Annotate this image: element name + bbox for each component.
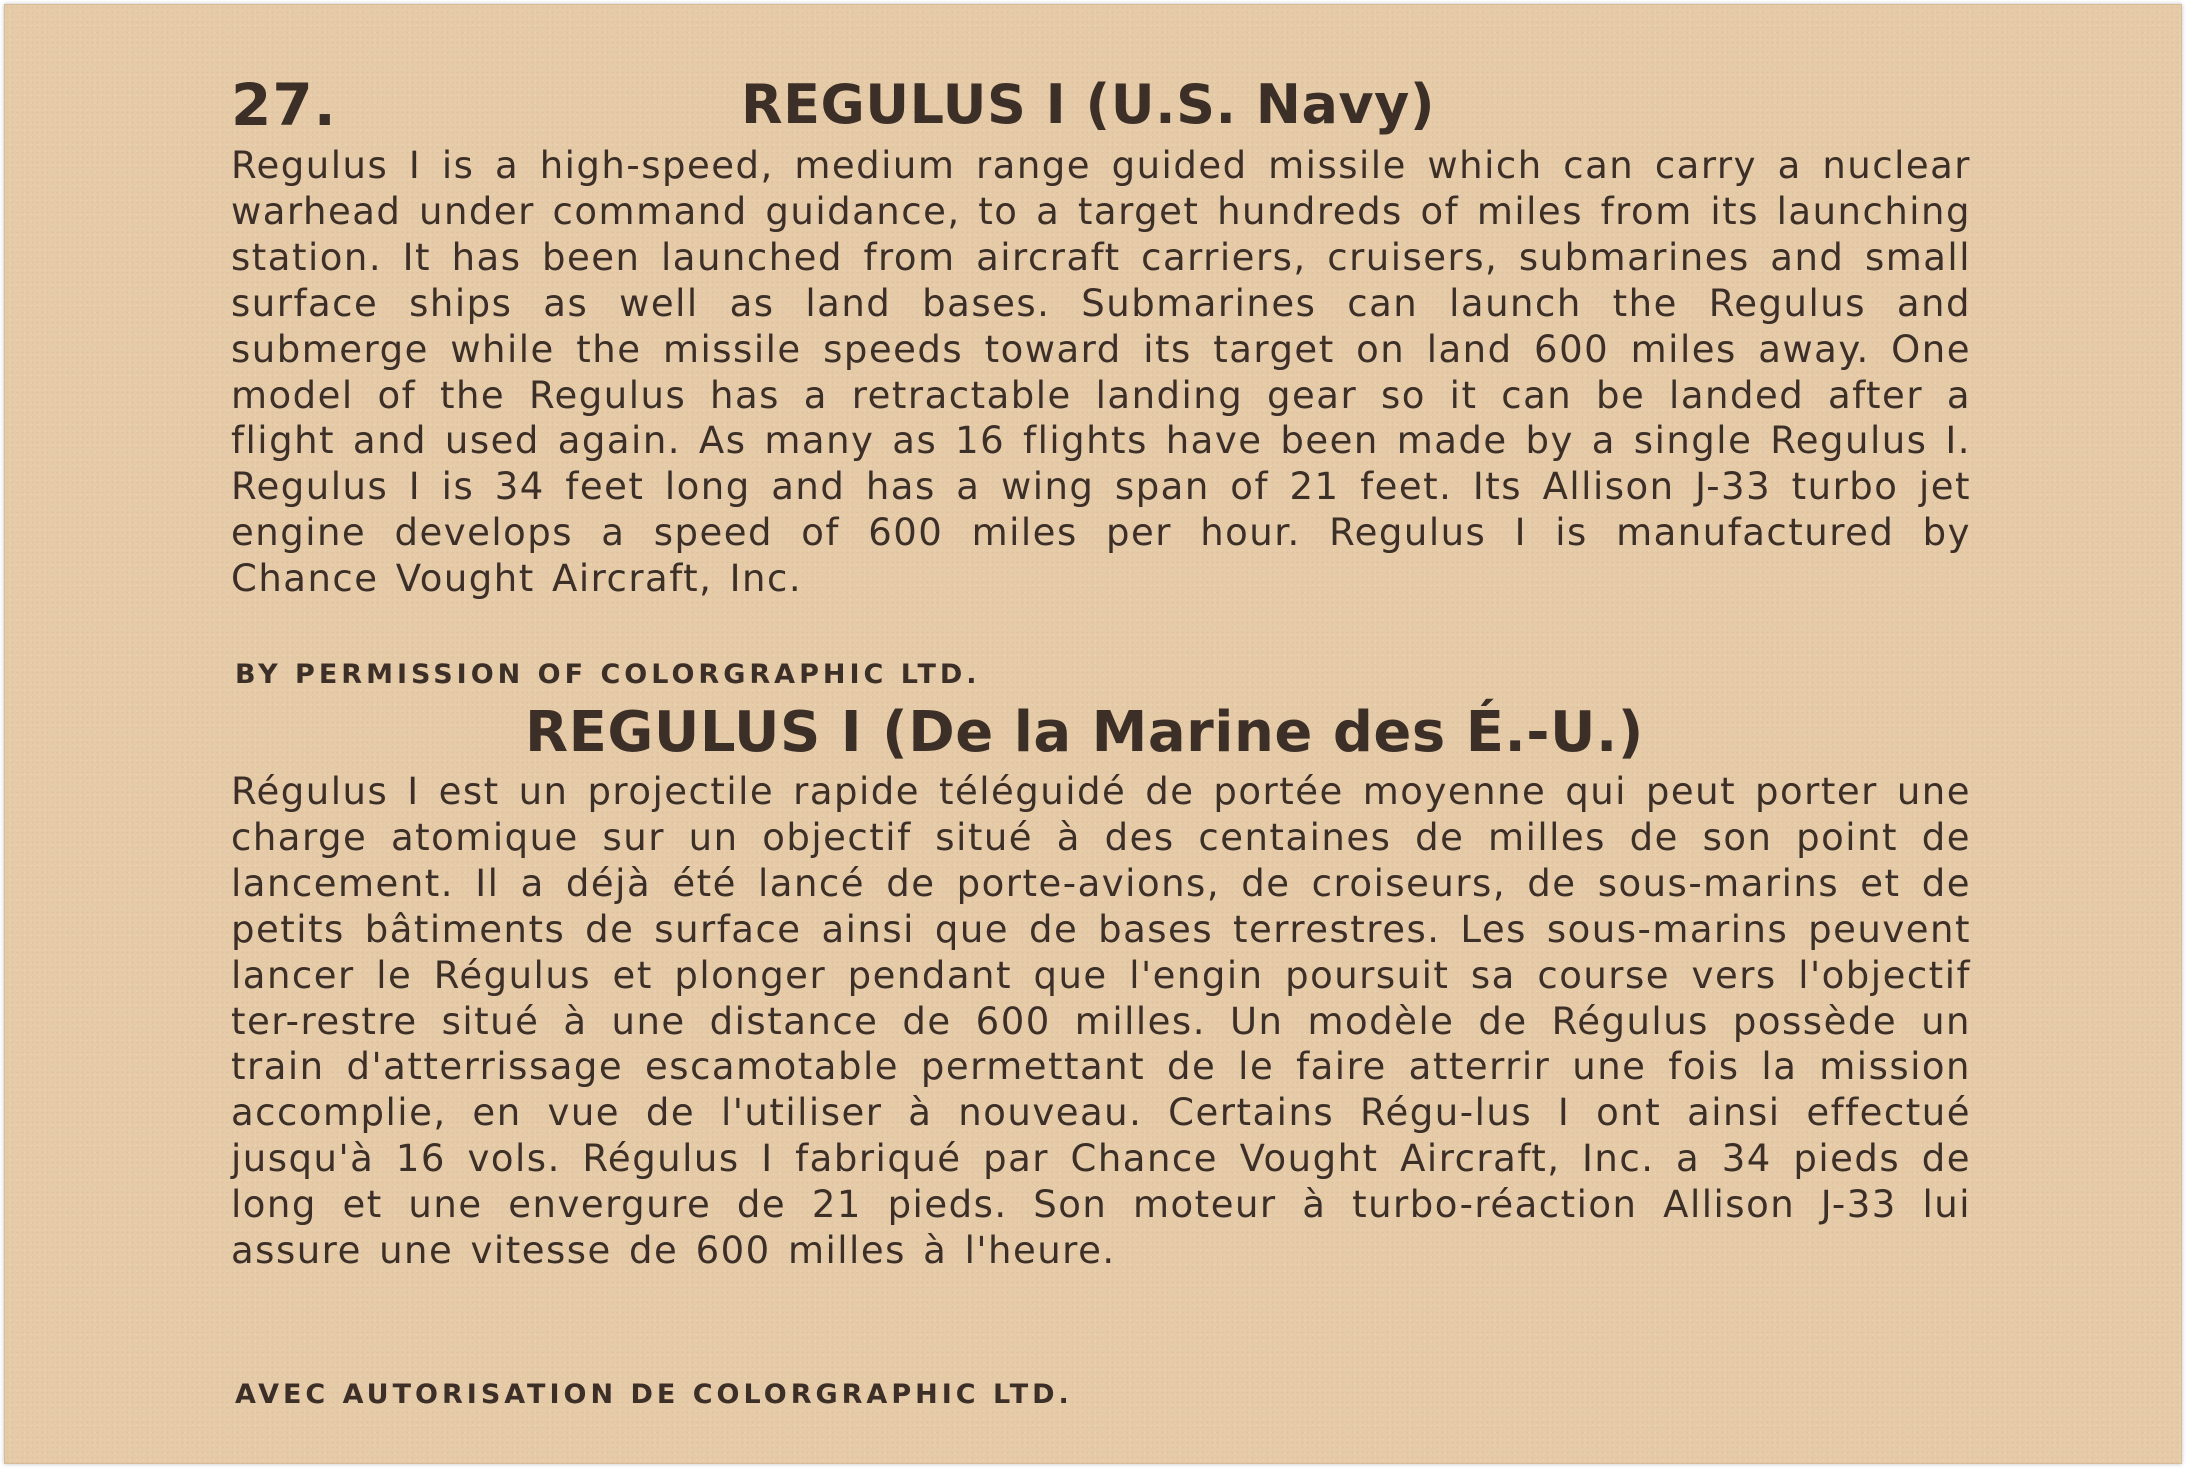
french-credit: AVEC AUTORISATION DE COLORGRAPHIC LTD. — [235, 1379, 1073, 1410]
card-heading — [231, 65, 1971, 145]
english-title: REGULUS I (U.S. Navy) — [741, 73, 1436, 136]
french-title: REGULUS I (De la Marine des É.-U.) — [525, 700, 1644, 765]
english-description: Regulus I is a high-speed, medium range guided missile which can carry a nuclear warhead under command guidance, to a target hundreds of miles from its launching station. It has been launched from aircraft carriers, cruisers, submarines and small surface ships as well as land bases. Submarines can launch the Regulus and submerge while the missile speeds toward its target on land 600 miles away. One model of the Regulus has a retractable landing gear so it can be landed after a flight and used again. As many as 16 flights have been made by a single Regulus I. Regulus I is 34 feet long and has a wing span of 21 feet. Its Allison J-33 turbo jet engine develops a speed of 600 miles per hour. Regulus I is manufactured by Chance Vought Aircraft, Inc. — [231, 144, 1971, 601]
english-credit: BY PERMISSION OF COLORGRAPHIC LTD. — [235, 659, 981, 690]
card-number: 27. — [231, 71, 337, 139]
trading-card-back — [4, 4, 2182, 1464]
french-description: Régulus I est un projectile rapide téléguidé de portée moyenne qui peut porter une charge atomique sur un objectif situé à des centaines de milles de son point de lancement. Il a déjà été lancé de porte-avions, de croiseurs, de sous-marins et de petits bâtiments de surface ainsi que de bases terrestres. Les sous-marins peuvent lancer le Régulus et plonger pendant que l'engin poursuit sa course vers l'objectif ter-restre situé à une distance de 600 milles. Un modèle de Régulus possède un train d'atterrissage escamotable permettant de le faire atterrir une fois la mission accomplie, en vue de l'utiliser à nouveau. Certains Régu-lus I ont ainsi effectué jusqu'à 16 vols. Régulus I fabriqué par Chance Vought Aircraft, Inc. a 34 pieds de long et une envergure de 21 pieds. Son moteur à turbo-réaction Allison J-33 lui assure une vitesse de 600 milles à l'heure. — [231, 770, 1971, 1273]
